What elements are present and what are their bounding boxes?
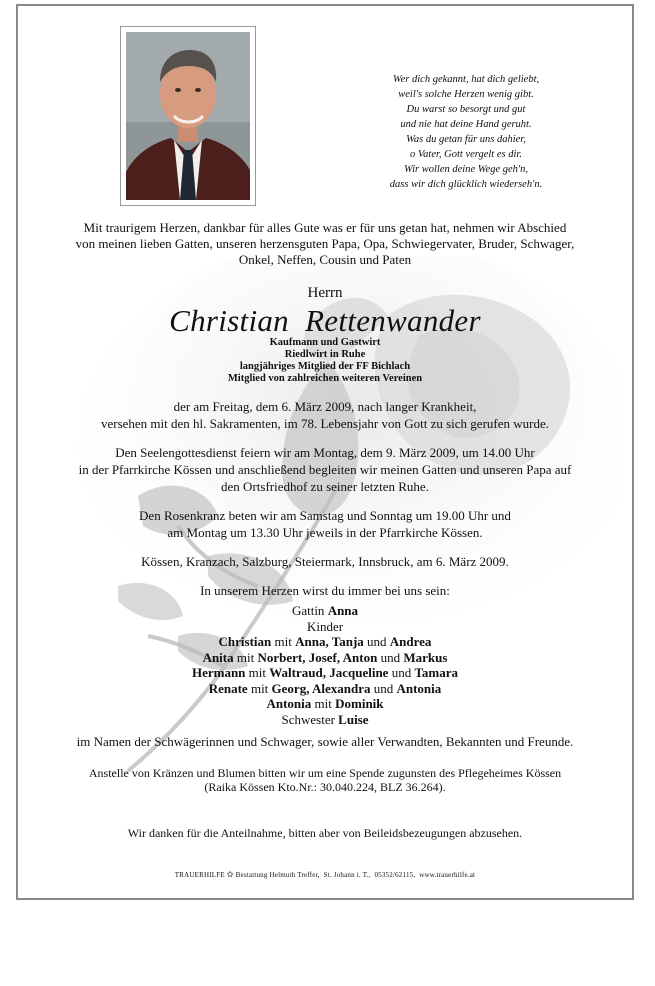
obituary-frame (16, 4, 634, 900)
intro-line: Onkel, Neffen, Cousin und Paten (238, 252, 412, 267)
thanks-line: Wir danken für die Anteilnahme, bitten aber von Beileidsbezeugungen abzusehen. (127, 826, 523, 840)
footer-brand: TRAUERHILFE (174, 871, 225, 879)
death-notice (18, 398, 632, 432)
family-children-label: Kinder (306, 618, 344, 634)
death-notice-line: versehen mit den hl. Sakramenten, im 78. Lebensjahr von Gott zu sich gerufen wurde. (100, 416, 549, 431)
donation-line: (Raika Kössen Kto.Nr.: 30.040.224, BLZ 36.264). (204, 780, 446, 794)
poem-line: Du warst so besorgt und gut (406, 104, 526, 115)
title-line: langjähriges Mitglied der FF Bichlach (239, 361, 411, 372)
death-notice-line: der am Freitag, dem 6. März 2009, nach langer Krankheit, (173, 399, 477, 414)
undertaker-footer (18, 870, 632, 879)
poem-line: Was du getan für uns dahier, (406, 134, 526, 145)
footer-text: Bestattung Helmuth Treffer, St. Johann i. T., 05352/62115, www.trauerhilfe.at (233, 871, 476, 879)
title-line: Kaufmann und Gastwirt (269, 337, 381, 348)
family-row: Anita mit Norbert, Josef, Anton und Markus (202, 649, 448, 665)
family-row: Renate mit Georg, Alexandra und Antonia (208, 680, 442, 696)
deceased-name: Christian Rettenwander (169, 303, 481, 338)
on-behalf-line: im Namen der Schwägerinnen und Schwager, sowie aller Verwandten, Bekannten und Freunde. (76, 734, 574, 749)
place-date: Kössen, Kranzach, Salzburg, Steiermark, Innsbruck, am 6. März 2009. (141, 554, 509, 569)
rosary-line: am Montag um 13.30 Uhr jeweils in der Pfarrkirche Kössen. (167, 525, 483, 540)
deceased-titles (18, 337, 632, 385)
memory-line: In unserem Herzen wirst du immer bei uns sein: (200, 583, 450, 598)
family-row: Christian mit Anna, Tanja und Andrea (218, 634, 432, 649)
salutation: Herrn (307, 285, 343, 301)
family-row: Antonia mit Dominik (266, 696, 384, 711)
funeral-mass-notice (18, 444, 632, 495)
rosary-notice (18, 507, 632, 541)
poem-line: und nie hat deine Hand geruht. (400, 119, 532, 130)
portrait-photo (120, 26, 256, 206)
poem-line: weil's solche Herzen wenig gibt. (398, 89, 534, 100)
mass-line: Den Seelengottesdienst feiern wir am Montag, dem 9. März 2009, um 14.00 Uhr (115, 445, 535, 460)
rosary-line: Den Rosenkranz beten wir am Samstag und Sonntag um 19.00 Uhr und (139, 508, 511, 523)
donation-request (18, 766, 632, 794)
title-line: Mitglied von zahlreichen weiteren Vereinen (227, 373, 423, 384)
intro-text (46, 220, 604, 268)
family-row: Hermann mit Waltraud, Jacqueline und Tamara (191, 665, 459, 680)
poem-line: Wir wollen deine Wege geh'n, (403, 164, 529, 175)
leaf-icon: ✿ (226, 870, 234, 879)
mass-line: in der Pfarrkirche Kössen und anschließend begleiten wir meinen Gatten und unseren Papa auf (78, 462, 572, 477)
title-line: Riedlwirt in Ruhe (284, 349, 366, 360)
poem-line: o Vater, Gott vergelt es dir. (410, 149, 522, 160)
obituary-text (18, 220, 632, 879)
family-list (18, 603, 632, 727)
poem (336, 72, 596, 192)
intro-line: Mit traurigem Herzen, dankbar für alles Gute was er für uns getan hat, nehmen wir Abschied (83, 220, 567, 235)
poem-line: Wer dich gekannt, hat dich geliebt, (392, 74, 540, 85)
family-wife: Gattin Anna (291, 603, 359, 618)
mass-line: den Ortsfriedhof zu seiner letzten Ruhe. (221, 479, 429, 494)
family-sister: Schwester Luise (281, 711, 369, 727)
donation-line: Anstelle von Kränzen und Blumen bitten wir um eine Spende zugunsten des Pflegeheimes Kössen (88, 766, 562, 780)
poem-line: dass wir dich glücklich wiederseh'n. (389, 179, 543, 190)
intro-line: von meinen lieben Gatten, unseren herzensguten Papa, Opa, Schwiegervater, Bruder, Schwager, (75, 236, 575, 251)
